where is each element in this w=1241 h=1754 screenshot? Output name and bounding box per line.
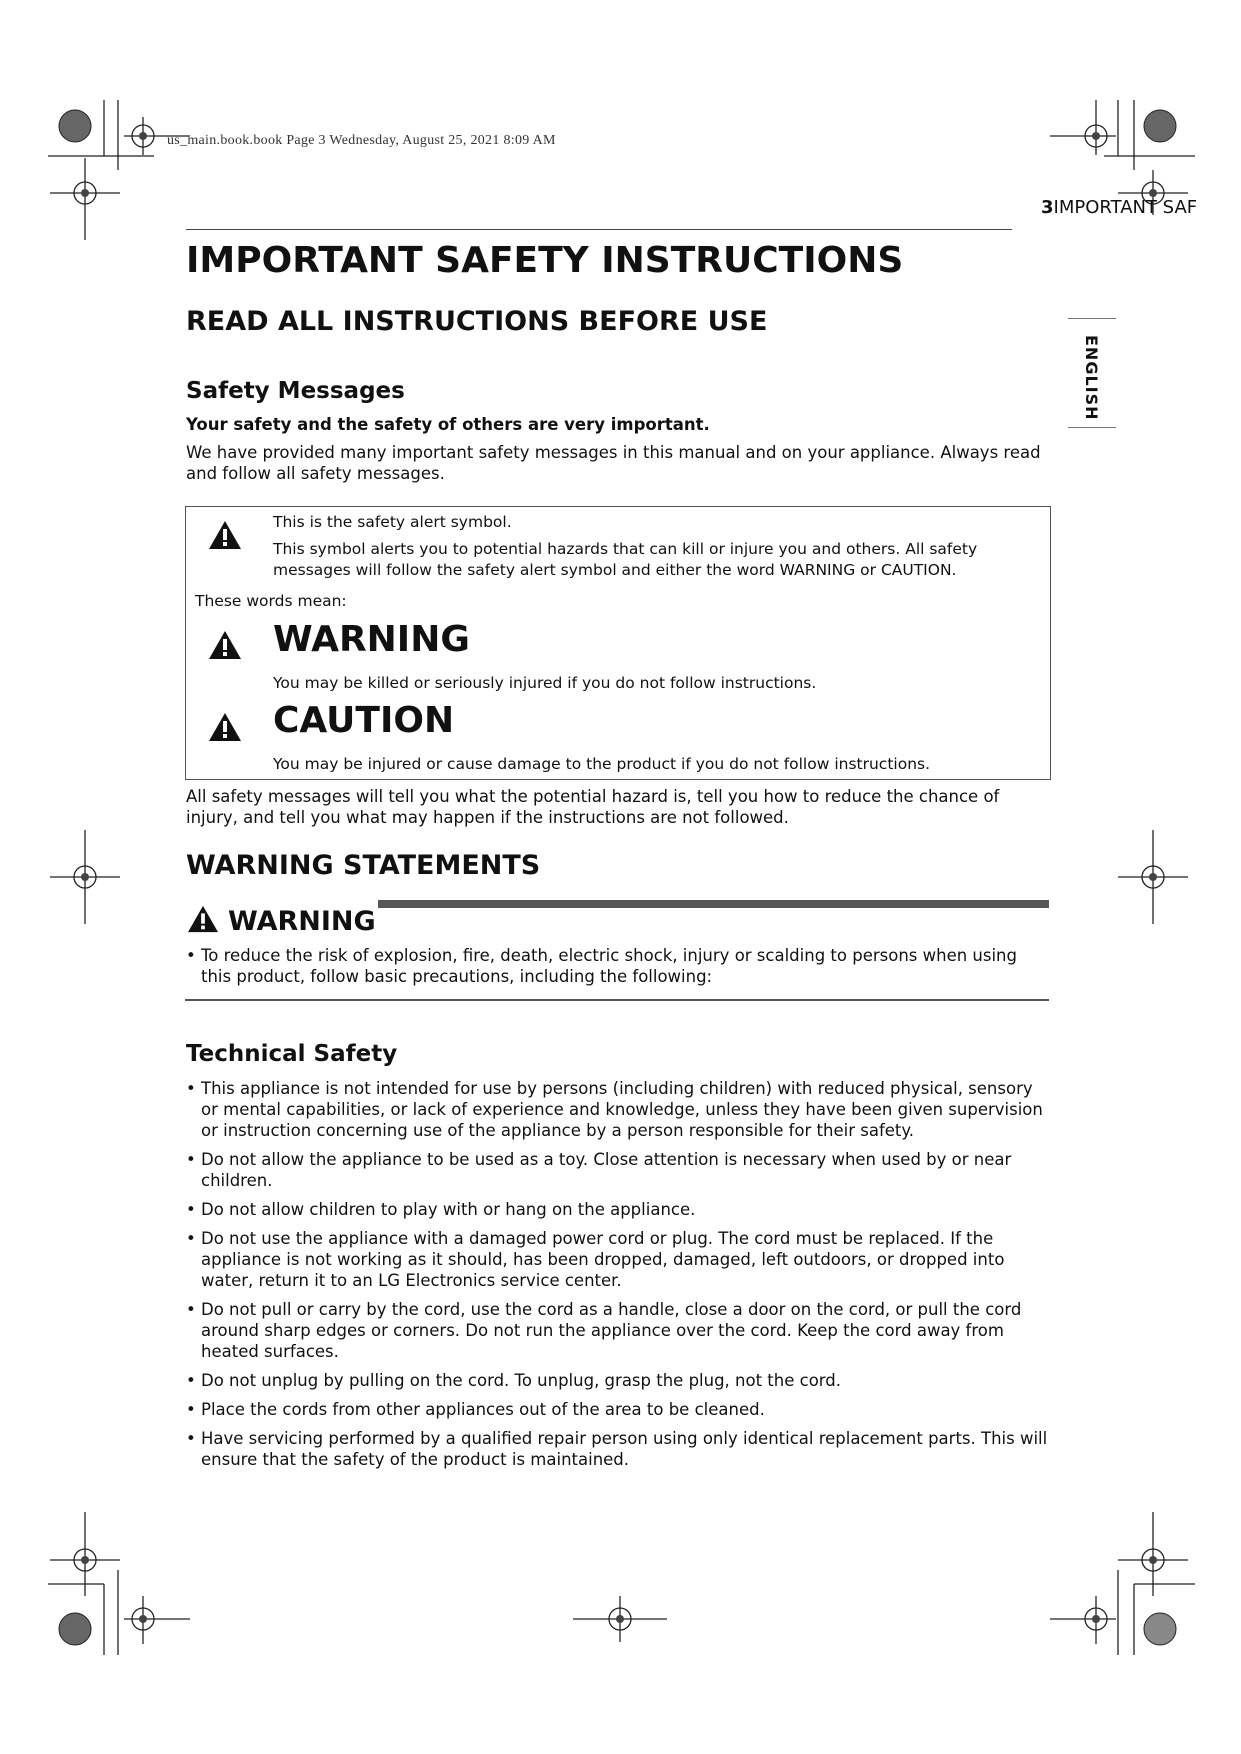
list-item: • Do not unplug by pulling on the cord. To unplug, grasp the plug, not the cord. bbox=[186, 1370, 1054, 1391]
words-mean: These words mean: bbox=[195, 592, 347, 610]
safety-outro: All safety messages will tell you what the potential hazard is, tell you how to reduce the chance of injury, and tell you what may happen if the instructions are not followed. bbox=[186, 787, 1000, 827]
safety-intro: We have provided many important safety messages in this manual and on your appliance. Always read and follow all safety messages. bbox=[186, 443, 1041, 483]
section-heading-warning-statements: WARNING STATEMENTS bbox=[186, 850, 541, 881]
language-label: ENGLISH bbox=[1082, 335, 1101, 421]
header-rule bbox=[186, 229, 1012, 230]
warning-list bbox=[186, 945, 1046, 995]
list-item: • To reduce the risk of explosion, fire, death, electric shock, injury or scalding to persons when using this product, follow basic precautions, including the following: bbox=[186, 945, 1046, 987]
warning-bottom-rule bbox=[185, 999, 1049, 1001]
page-subtitle: READ ALL INSTRUCTIONS BEFORE USE bbox=[186, 306, 768, 337]
caution-description: You may be injured or cause damage to the product if you do not follow instructions. bbox=[273, 755, 931, 773]
list-item: • Do not allow children to play with or hang on the appliance. bbox=[186, 1199, 1054, 1220]
page-number: 3 bbox=[1041, 197, 1054, 218]
warning-word: WARNING bbox=[273, 619, 470, 660]
safety-alert-icon bbox=[207, 519, 243, 551]
running-header bbox=[1041, 197, 1200, 218]
safety-alert-box bbox=[185, 506, 1051, 780]
list-item: • Do not pull or carry by the cord, use the cord as a handle, close a door on the cord, or pull the cord around sharp edges or corners. Do not run the appliance over the cord. Keep the cord away from heated surfaces. bbox=[186, 1299, 1054, 1362]
page-title: IMPORTANT SAFETY INSTRUCTIONS bbox=[186, 240, 904, 281]
section-heading-safety-messages: Safety Messages bbox=[186, 378, 405, 404]
warning-description: You may be killed or seriously injured if you do not follow instructions. bbox=[273, 674, 817, 692]
symbol-description: This symbol alerts you to potential hazards that can kill or injure you and others. All safety messages will follow the safety alert symbol and either the word WARNING or CAUTION. bbox=[273, 540, 978, 579]
language-tab bbox=[1068, 318, 1116, 428]
caution-icon bbox=[207, 711, 243, 743]
running-title: IMPORTANT SAF bbox=[1053, 197, 1198, 218]
list-item: • Do not allow the appliance to be used as a toy. Close attention is necessary when used by or near children. bbox=[186, 1149, 1054, 1191]
list-item: • Place the cords from other appliances out of the area to be cleaned. bbox=[186, 1399, 1054, 1420]
safety-emphasis: Your safety and the safety of others are very important. bbox=[186, 415, 710, 434]
warning-icon bbox=[207, 629, 243, 661]
list-item: • This appliance is not intended for use by persons (including children) with reduced physical, sensory or mental capabilities, or lack of experience and knowledge, unless they have been given supervision or instruction concerning use of the appliance by a person responsible for their safety. bbox=[186, 1078, 1054, 1141]
section-heading-technical-safety: Technical Safety bbox=[186, 1041, 398, 1067]
print-slug: us_main.book.book Page 3 Wednesday, August 25, 2021 8:09 AM bbox=[167, 133, 556, 148]
caution-word: CAUTION bbox=[273, 700, 455, 741]
list-item: • Do not use the appliance with a damaged power cord or plug. The cord must be replaced. If the appliance is not working as it should, has been dropped, damaged, left outdoors, or dropped into water, return it to an LG Electronics service center. bbox=[186, 1228, 1054, 1291]
list-item: • Have servicing performed by a qualified repair person using only identical replacement parts. This will ensure that the safety of the product is maintained. bbox=[186, 1428, 1054, 1470]
warning-label-icon bbox=[186, 904, 220, 934]
warning-label bbox=[186, 904, 376, 937]
warning-label-text: WARNING bbox=[228, 906, 376, 937]
symbol-line: This is the safety alert symbol. bbox=[273, 513, 512, 531]
warning-bar bbox=[378, 900, 1049, 908]
technical-safety-list bbox=[186, 1078, 1054, 1478]
